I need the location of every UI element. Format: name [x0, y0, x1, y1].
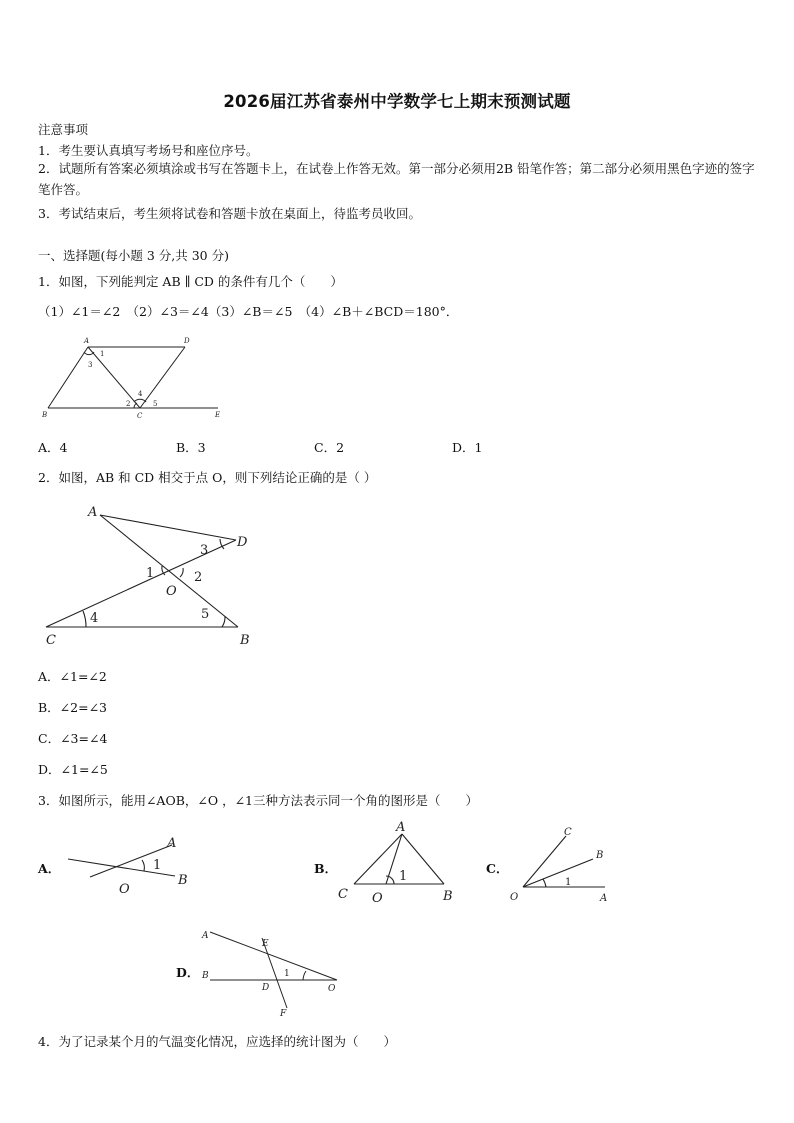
q1-label-d: D — [184, 337, 190, 345]
q1-figure — [38, 330, 238, 422]
q3a-label-a: A — [167, 836, 177, 851]
q3a-angle-1: 1 — [153, 858, 162, 873]
q3d-label-o: O — [328, 984, 336, 994]
q3c-label-c: C — [564, 827, 572, 838]
q2-angle-2: 2 — [194, 570, 203, 585]
q3b-label-b: B — [443, 889, 453, 904]
exam-title: 2026届江苏省泰州中学数学七上期末预测试题 — [223, 92, 571, 111]
q1-angle-2: 2 — [126, 400, 131, 408]
q3-stem: 3．如图所示，能用∠AOB，∠O ，∠1三种方法表示同一个角的图形是（ ） — [38, 793, 479, 808]
q3d-label-b: B — [202, 971, 209, 981]
q2-label-a: A — [88, 505, 98, 520]
q3a-label-b: B — [178, 873, 188, 888]
q2-label-d: D — [237, 535, 248, 550]
q2-angle-1: 1 — [146, 566, 155, 581]
q3c-label-b: B — [596, 850, 604, 861]
q3b-label-c: C — [338, 887, 348, 902]
q3a-label-o: O — [119, 882, 130, 897]
q2-label-o: O — [166, 584, 177, 599]
q1-label-e: E — [215, 411, 221, 419]
q1-label-a: A — [84, 337, 90, 345]
q3-figure-d — [200, 922, 350, 1022]
q1-angle-3: 3 — [88, 361, 93, 369]
q2-option-d: D．∠1=∠5 — [38, 762, 108, 777]
q3d-label-f: F — [280, 1009, 287, 1019]
notice-item-1: 1．考生要认真填写考场号和座位序号。 — [38, 143, 259, 158]
q3-option-a-label: A． — [38, 861, 61, 876]
q3d-angle-1: 1 — [284, 969, 290, 979]
q1-stem: 1．如图，下列能判定 AB ∥ CD 的条件有几个（ ） — [38, 274, 343, 289]
q3-option-b-label: B． — [314, 861, 338, 876]
q3c-angle-1: 1 — [565, 877, 572, 888]
q2-angle-4: 4 — [90, 611, 99, 626]
q1-angle-5: 5 — [153, 400, 158, 408]
q2-angle-3: 3 — [200, 543, 209, 558]
q3b-angle-1: 1 — [399, 869, 408, 884]
notice-item-2: 2．试题所有答案必须填涂或书写在答题卡上，在试卷上作答无效。第一部分必须用2B 铅笔作答；第二部分必须用黑色字迹的签字笔作答。 — [38, 161, 755, 197]
q3-figure-c — [508, 822, 618, 906]
q1-conditions: （1）∠1＝∠2 （2）∠3＝∠4（3）∠B＝∠5 （4）∠B＋∠BCD＝180°． — [38, 304, 459, 319]
q3d-label-e: E — [262, 939, 269, 949]
q3c-label-a: A — [600, 893, 608, 904]
q3-figure-a — [60, 830, 210, 900]
notice-heading: 注意事项 — [38, 122, 89, 137]
q2-option-c: C．∠3=∠4 — [38, 731, 108, 746]
q2-stem: 2．如图，AB 和 CD 相交于点 O，则下列结论正确的是（ ） — [38, 470, 377, 485]
q1-label-b: B — [42, 411, 48, 419]
q1-option-c: C．2 — [314, 440, 345, 455]
q1-option-a: A．4 — [38, 440, 68, 455]
q2-figure — [38, 500, 268, 650]
q2-option-a: A．∠1=∠2 — [38, 669, 107, 684]
q2-label-c: C — [46, 633, 56, 648]
q2-angle-5: 5 — [201, 607, 210, 622]
q3-option-d-label: D． — [176, 965, 200, 980]
q3c-label-o: O — [510, 892, 519, 903]
q2-label-b: B — [240, 633, 250, 648]
q1-label-c: C — [137, 412, 143, 420]
q1-option-d: D．1 — [452, 440, 483, 455]
section-heading: 一、选择题(每小题 3 分,共 30 分) — [38, 248, 229, 263]
q3b-label-a: A — [396, 820, 406, 835]
q3d-label-a: A — [202, 931, 209, 941]
q3-figure-b — [334, 818, 464, 910]
q2-option-b: B．∠2=∠3 — [38, 700, 108, 715]
q4-stem: 4．为了记录某个月的气温变化情况，应选择的统计图为（ ） — [38, 1034, 396, 1049]
q3b-label-o: O — [372, 891, 383, 906]
q1-angle-1: 1 — [100, 350, 105, 358]
q1-angle-4: 4 — [138, 390, 143, 398]
notice-item-3: 3．考试结束后，考生须将试卷和答题卡放在桌面上，待监考员收回。 — [38, 206, 421, 221]
q1-option-b: B．3 — [176, 440, 206, 455]
q3d-label-d: D — [262, 983, 270, 993]
q3-option-c-label: C． — [486, 861, 509, 876]
